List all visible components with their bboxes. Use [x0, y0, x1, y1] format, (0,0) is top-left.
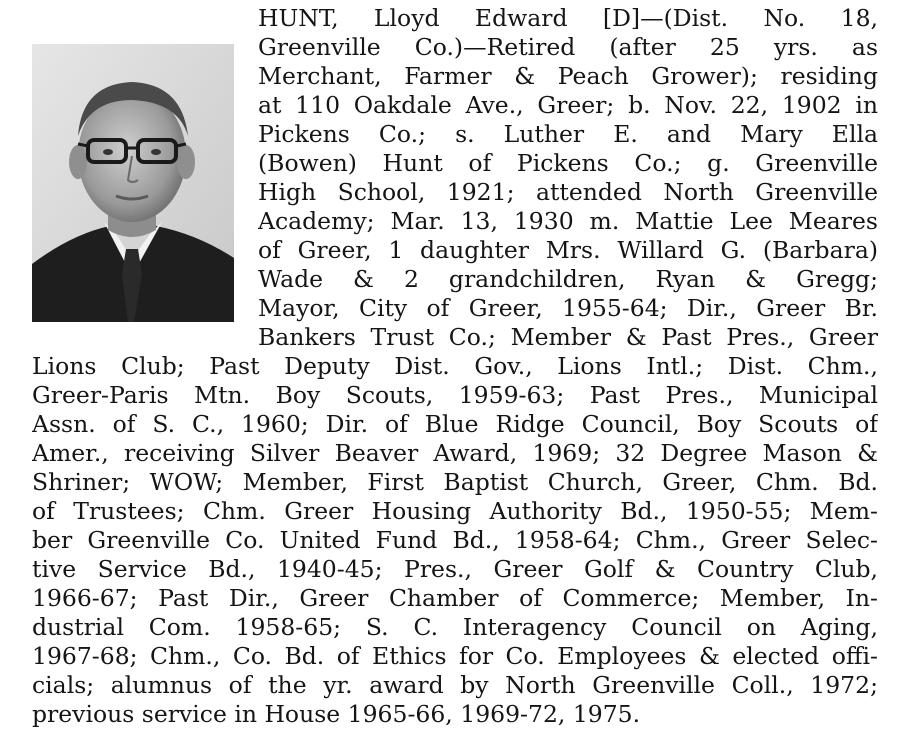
text-line: of Greer, 1 daughter Mrs. Willard G. (Barbara)	[258, 236, 878, 264]
text-line: previous service in House 1965-66, 1969-72, 1975.	[32, 700, 641, 728]
text-line: dustrial Com. 1958-65; S. C. Interagency Council on Aging,	[32, 613, 878, 641]
text-line: Merchant, Farmer & Peach Grower); residing	[258, 62, 878, 90]
text-line: 1967-68; Chm., Co. Bd. of Ethics for Co. Employees & elected offi-	[32, 642, 878, 670]
text-line: Academy; Mar. 13, 1930 m. Mattie Lee Meares	[258, 207, 878, 235]
text-line: Assn. of S. C., 1960; Dir. of Blue Ridge Council, Boy Scouts of	[32, 410, 878, 438]
portrait-illustration	[32, 44, 234, 322]
text-line: tive Service Bd., 1940-45; Pres., Greer Golf & Country Club,	[32, 555, 878, 583]
portrait-photo	[32, 44, 234, 322]
text-line: Wade & 2 grandchildren, Ryan & Gregg;	[258, 265, 878, 293]
text-line: Lions Club; Past Deputy Dist. Gov., Lions Intl.; Dist. Chm.,	[32, 352, 878, 380]
text-line: (Bowen) Hunt of Pickens Co.; g. Greenville	[258, 149, 878, 177]
text-line: HUNT, Lloyd Edward [D]—(Dist. No. 18,	[258, 4, 878, 32]
text-line: Shriner; WOW; Member, First Baptist Church, Greer, Chm. Bd.	[32, 468, 878, 496]
text-line: Greer-Paris Mtn. Boy Scouts, 1959-63; Past Pres., Municipal	[32, 381, 878, 409]
text-line: cials; alumnus of the yr. award by North Greenville Coll., 1972;	[32, 671, 878, 699]
text-line: Greenville Co.)—Retired (after 25 yrs. as	[258, 33, 878, 61]
text-line: Bankers Trust Co.; Member & Past Pres., Greer	[258, 323, 878, 351]
text-line: Mayor, City of Greer, 1955-64; Dir., Greer Br.	[258, 294, 878, 322]
text-line: Amer., receiving Silver Beaver Award, 1969; 32 Degree Mason &	[32, 439, 878, 467]
text-line: 1966-67; Past Dir., Greer Chamber of Commerce; Member, In-	[32, 584, 878, 612]
text-line: at 110 Oakdale Ave., Greer; b. Nov. 22, 1902 in	[258, 91, 878, 119]
text-line: High School, 1921; attended North Greenville	[258, 178, 878, 206]
text-line: of Trustees; Chm. Greer Housing Authority Bd., 1950-55; Mem-	[32, 497, 878, 525]
text-line: Pickens Co.; s. Luther E. and Mary Ella	[258, 120, 878, 148]
text-line: ber Greenville Co. United Fund Bd., 1958-64; Chm., Greer Selec-	[32, 526, 878, 554]
